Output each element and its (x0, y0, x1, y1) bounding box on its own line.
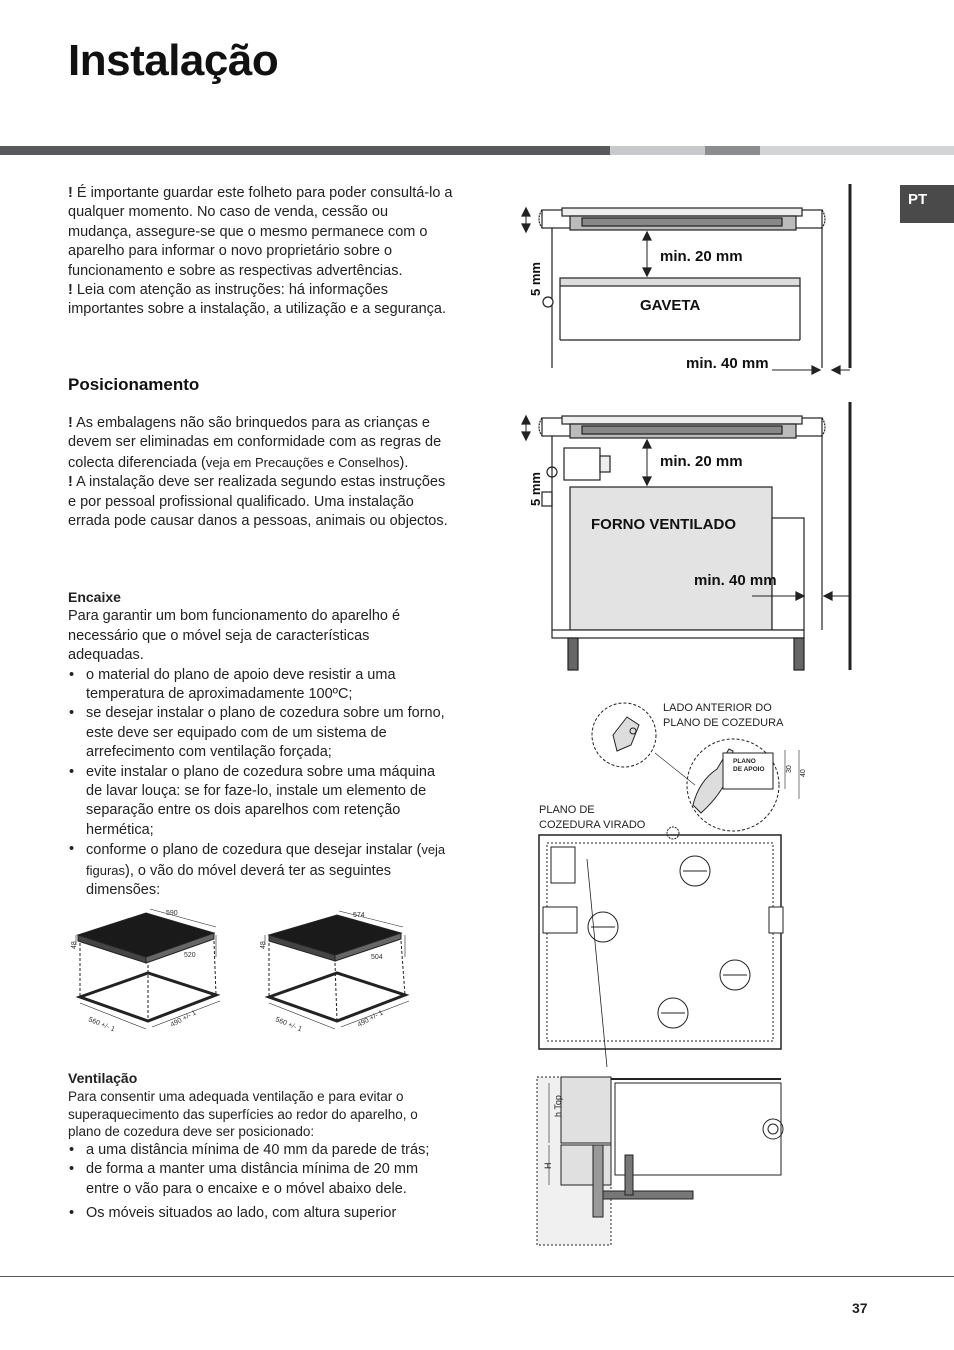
posicionamento-text (68, 414, 453, 531)
drawer-label: GAVETA (640, 297, 701, 314)
dim-width-label: 574 (353, 912, 365, 919)
enc-b4a: conforme o plano de cozedura que desejar instalar ( (86, 842, 422, 859)
cut-width-label: 560 +/- 1 (274, 1016, 303, 1034)
header-bar-dark (0, 146, 610, 155)
drawer-5mm-label: 5 mm (528, 262, 543, 296)
enc-b4c: ), o vão do móvel deverá ter as seguintes dimensões: (86, 862, 392, 899)
drawer-min20-label: min. 20 mm (660, 248, 743, 265)
language-tab: PT (900, 185, 954, 223)
front-side-label-1: LADO ANTERIOR DO (663, 702, 772, 714)
list-item: • a uma distância mínima de 40 mm da parede de trás; (68, 1141, 440, 1160)
section-heading-posicionamento: Posicionamento (68, 375, 200, 394)
support-label-1: PLANO (733, 758, 756, 765)
dim-height-label: 48 (260, 941, 267, 949)
ventilacao-intro: Para consentir uma adequada ventilação e para evitar o superaquecimento das superfícies ao redor do aparelho, o plano de cozedura deve ser posicionado: (68, 1089, 418, 1140)
h-top-label: h Top (553, 1095, 563, 1117)
oven-min40-label: min. 40 mm (694, 572, 777, 589)
warning-mark: ! (68, 474, 73, 491)
list-item: • Os móveis situados ao lado, com altura superior (68, 1204, 440, 1223)
support-label-2: DE APOIO (733, 766, 765, 773)
oven-label: FORNO VENTILADO (591, 516, 736, 533)
section-heading-encaixe: Encaixe (68, 589, 121, 605)
dim-30-label: 30 (786, 765, 793, 773)
drawer-min40-label: min. 40 mm (686, 355, 769, 372)
header-bar-mid (705, 146, 760, 155)
cutout-diagram-left (66, 905, 236, 1040)
cut-depth-label: 490 +/- 1 (169, 1009, 198, 1029)
list-item: • evite instalar o plano de cozedura sobre uma máquina de lavar louça: se for faze-lo, instale um elemento de separação entre os dois aparelhos com retenção hermética; (68, 763, 453, 841)
dim-width-label: 590 (166, 910, 178, 917)
encaixe-intro: Para garantir um bom funcionamento do aparelho é necessário que o móvel seja de características adequadas. (68, 608, 401, 664)
page-number: 37 (852, 1300, 868, 1316)
cutout-diagram-right (253, 905, 423, 1040)
pos-text-1b: veja em Precauções e Conselhos (205, 454, 400, 470)
oven-5mm-label: 5 mm (528, 472, 543, 506)
pos-paragraph-2 (68, 473, 453, 531)
list-item: • o material do plano de apoio deve resistir a uma temperatura de aproximadamente 100ºC; (68, 666, 453, 705)
pos-text-1a: As embalagens não são brinquedos para as crianças e devem ser eliminadas em conformidade com as regras de colecta diferenciada ( (68, 415, 442, 471)
oven-min20-label: min. 20 mm (660, 453, 743, 470)
pos-text-1c: ). (399, 454, 409, 471)
dim-depth-label: 504 (371, 954, 383, 961)
enc-b4b: veja figuras (86, 842, 446, 878)
page-title: Instalação (68, 36, 279, 85)
list-item: • de forma a manter uma distância mínima de 20 mm entre o vão para o encaixe e o móvel abaixo dele. (68, 1160, 440, 1199)
cut-width-label: 560 +/- 1 (87, 1016, 116, 1034)
section-heading-ventilacao: Ventilação (68, 1070, 138, 1086)
flipped-hob-label-1: PLANO DE (539, 804, 595, 816)
oven-clearance-diagram (512, 400, 862, 675)
dim-depth-label: 520 (184, 952, 196, 959)
intro-paragraph-1 (68, 184, 453, 281)
h-label: H (543, 1162, 553, 1169)
pos-text-2: A instalação deve ser realizada segundo estas instruções e por pessoal profissional qualificado. Uma instalação errada pode causar danos a pessoas, animais ou objectos. (68, 474, 448, 530)
header-bar-light-2 (760, 146, 954, 155)
drawer-clearance-diagram (512, 180, 862, 380)
header-bar-light (610, 146, 705, 155)
intro-text-2: Leia com atenção as instruções: há informações importantes sobre a instalação, a utilização e a segurança. (68, 282, 447, 318)
intro-paragraph-2 (68, 281, 453, 320)
list-item (68, 840, 453, 900)
ventilacao-section (68, 1069, 453, 1224)
intro-text-1: É importante guardar este folheto para poder consultá-lo a qualquer momento. No caso de venda, cessão ou mudança, assegure-se que o mesmo permanece com o aparelho para informar o novo proprietário sobre o funcionamento e sobre as respectivas advertências. (68, 185, 453, 279)
fixing-bracket-diagram (535, 695, 815, 1255)
intro-text (68, 184, 453, 320)
footer-divider (0, 1276, 954, 1277)
cut-depth-label: 490 +/- 1 (356, 1009, 385, 1029)
front-side-label-2: PLANO DE COZEDURA (663, 717, 784, 729)
list-item: • se desejar instalar o plano de cozedura sobre um forno, este deve ser equipado com de um sistema de arrefecimento com ventilação forçada; (68, 704, 453, 762)
flipped-hob-label-2: COZEDURA VIRADO (539, 819, 646, 831)
warning-mark: ! (68, 282, 73, 299)
dim-height-label: 48 (71, 941, 78, 949)
warning-mark: ! (68, 185, 73, 201)
dim-40-label: 40 (800, 769, 807, 777)
encaixe-section (68, 588, 453, 901)
encaixe-list (68, 666, 453, 901)
warning-mark: ! (68, 415, 73, 431)
pos-paragraph-1 (68, 414, 453, 473)
ventilacao-list (68, 1141, 440, 1224)
